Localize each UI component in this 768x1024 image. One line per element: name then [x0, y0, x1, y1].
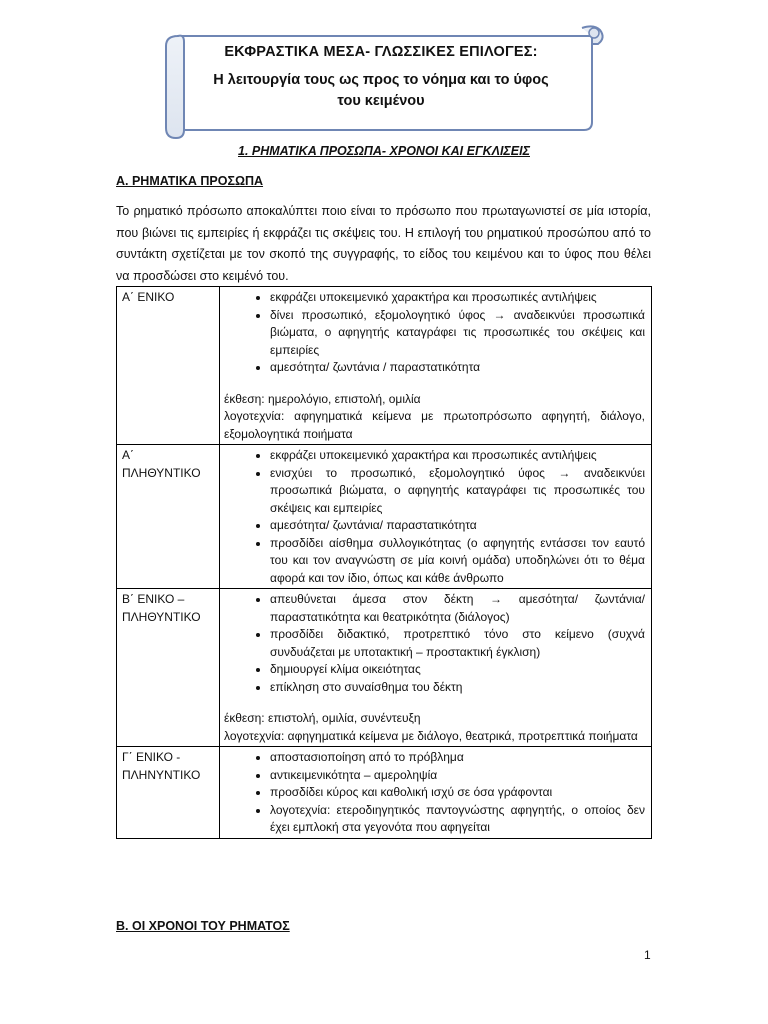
points-list [224, 749, 645, 837]
person-cell: Α΄ ΕΝΙΚΟ [117, 287, 220, 445]
section-title: 1. ΡΗΜΑΤΙΚΑ ΠΡΟΣΩΠΑ- ΧΡΟΝΟΙ ΚΑΙ ΕΓΚΛΙΣΕΙΣ [238, 144, 530, 158]
list-item: • απευθύνεται άμεσα στον δέκτη → αμεσότητα/ ζωντάνια/ παραστατικότητα και θεατρικότητα (διάλογος) [270, 591, 645, 626]
person-cell: Β΄ ΕΝΙΚΟ – ΠΛΗΘΥΝΤΙΚΟ [117, 589, 220, 747]
table-row [117, 589, 652, 747]
banner-text [176, 40, 586, 112]
points-list [224, 447, 645, 587]
banner-subtitle-line2: του κειμένου [337, 93, 425, 109]
points-list [224, 289, 645, 377]
example-line: έκθεση: επιστολή, ομιλία, συνέντευξη [224, 711, 421, 725]
verbal-persons-table [116, 286, 652, 839]
heading-verb-tenses: Β. ΟΙ ΧΡΟΝΟΙ ΤΟΥ ΡΗΜΑΤΟΣ [116, 919, 290, 933]
list-item: • αμεσότητα/ ζωντάνια/ παραστατικότητα [270, 517, 645, 535]
example-line: λογοτεχνία: αφηγηματικά κείμενα με διάλογο, θεατρικά, προτρεπτικά ποιήματα [224, 728, 638, 743]
description-cell [220, 287, 652, 445]
table-row [117, 747, 652, 839]
banner-title: ΕΚΦΡΑΣΤΙΚΑ ΜΕΣΑ- ΓΛΩΣΣΙΚΕΣ ΕΠΙΛΟΓΕΣ: [224, 44, 538, 60]
intro-paragraph: Το ρηματικό πρόσωπο αποκαλύπτει ποιο είναι το πρόσωπο που πρωταγωνιστεί σε μία ιστορία, που βιώνει τις εμπειρίες ή εκφράζει τις σκέψεις του. Η επιλογή του ρηματικού προσώπου από το συντάκτη σχετίζεται με τον σκοπό της συγγραφής, το είδος του κειμένου και το ύφος που θέλει να προσδώσει στο κειμένό του. [116, 204, 651, 283]
list-item: • αμεσότητα/ ζωντάνια / παραστατικότητα [270, 359, 645, 377]
table-row [117, 287, 652, 445]
example-line: έκθεση: ημερολόγιο, επιστολή, ομιλία [224, 391, 421, 406]
list-item: • αποστασιοποίηση από το πρόβλημα [270, 749, 645, 767]
points-list [224, 591, 645, 696]
banner-subtitle-line1: Η λειτουργία τους ως προς το νόημα και το ύφος [213, 72, 549, 88]
list-item: • αντικειμενικότητα – αμεροληψία [270, 767, 645, 785]
table-body [117, 287, 652, 839]
list-item: • ενισχύει το προσωπικό, εξομολογητικό ύφος → αναδεικνύει προσωπικά βιώματα, ο αφηγητής καταγράφει τις προσωπικές του σκέψεις και εμπειρίες [270, 465, 645, 518]
list-item: • δημιουργεί κλίμα οικειότητας [270, 661, 645, 679]
person-cell: Α΄ ΠΛΗΘΥΝΤΙΚΟ [117, 445, 220, 589]
description-cell [220, 747, 652, 839]
table-row [117, 445, 652, 589]
list-item: • δίνει προσωπικό, εξομολογητικό ύφος → αναδεικνύει προσωπικά βιώματα, ο αφηγητής καταγράφει τις προσωπικές του σκέψεις και εμπειρίες [270, 307, 645, 360]
examples-block [224, 710, 645, 745]
description-cell [220, 445, 652, 589]
list-item: • εκφράζει υποκειμενικό χαρακτήρα και προσωπικές αντιλήψεις [270, 447, 645, 465]
banner-subtitle [176, 70, 586, 112]
list-item: • επίκληση στο συναίσθημα του δέκτη [270, 679, 645, 697]
page-number: 1 [644, 948, 651, 962]
list-item: • προσδίδει αίσθημα συλλογικότητας (ο αφηγητής εντάσσει τον εαυτό του και τον αναγνώστη σε μία κοινή ομάδα) υποδηλώνει ότι το θέμα αφορά και τον ίδιο, όπως και κάθε άνθρωπο [270, 535, 645, 588]
heading-verbal-persons: Α. ΡΗΜΑΤΙΚΑ ΠΡΟΣΩΠΑ [116, 174, 264, 188]
list-item: • λογοτεχνία: ετεροδιηγητικός παντογνώστης αφηγητής, ο οποίος δεν έχει εμπλοκή στα γεγονότα που αφηγείται [270, 802, 645, 837]
description-cell [220, 589, 652, 747]
example-line: λογοτεχνία: αφηγηματικά κείμενα με πρωτοπρόσωπο αφηγητή, διάλογο, εξομολογητικά ποιήματα [224, 409, 645, 441]
title-banner [162, 22, 608, 140]
person-cell: Γ΄ ΕΝΙΚΟ - ΠΛΗΝΥΝΤΙΚΟ [117, 747, 220, 839]
list-item: • προσδίδει κύρος και καθολική ισχύ σε όσα γράφονται [270, 784, 645, 802]
list-item: • προσδίδει διδακτικό, προτρεπτικό τόνο στο κείμενο (συχνά συνδυάζεται με υποτακτική – προστακτική έγκλιση) [270, 626, 645, 661]
examples-block [224, 391, 645, 444]
list-item: • εκφράζει υποκειμενικό χαρακτήρα και προσωπικές αντιλήψεις [270, 289, 645, 307]
